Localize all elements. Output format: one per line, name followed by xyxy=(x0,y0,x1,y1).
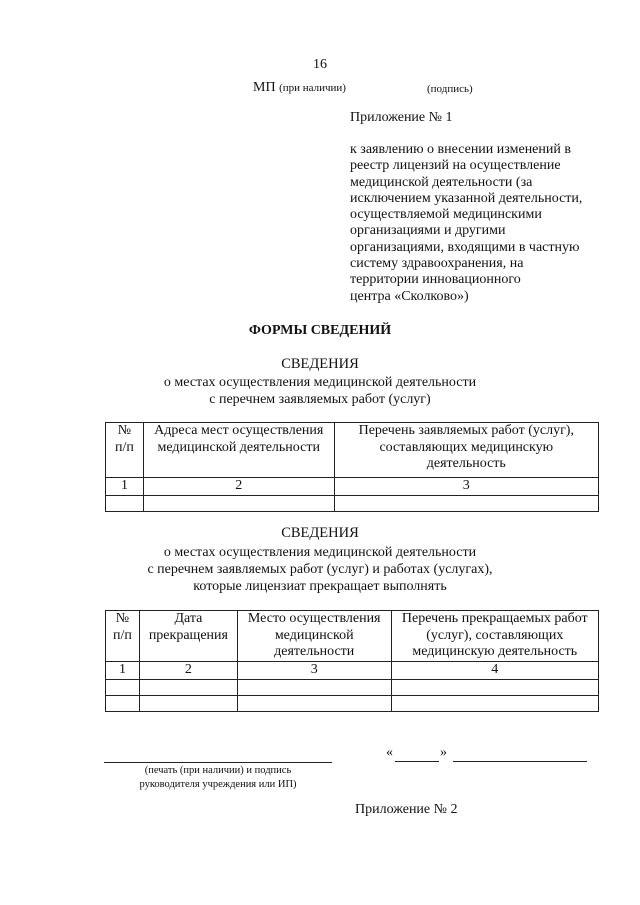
section1-table xyxy=(105,422,599,512)
date-day-line[interactable] xyxy=(395,761,439,762)
number-cell: 2 xyxy=(143,478,334,496)
stamp-note xyxy=(104,764,332,792)
number-cell: 1 xyxy=(106,478,144,496)
appendix1-description xyxy=(350,142,600,305)
header-line: Адреса мест осуществления xyxy=(154,423,324,438)
header-line: п/п xyxy=(115,439,134,455)
number-cell: 3 xyxy=(237,662,391,680)
number-cell: 2 xyxy=(139,662,237,680)
section2-table xyxy=(105,610,599,712)
table-header-row xyxy=(106,423,599,478)
mp-text: МП xyxy=(253,80,276,95)
empty-cell[interactable] xyxy=(106,695,140,711)
header-cell xyxy=(106,423,144,478)
forms-title: ФОРМЫ СВЕДЕНИЙ xyxy=(248,323,392,338)
header-line: деятельность xyxy=(426,456,506,471)
header-cell xyxy=(106,611,140,662)
date-month-year-line[interactable] xyxy=(453,761,587,762)
section2-title: СВЕДЕНИЯ xyxy=(281,525,359,541)
appendix1-line: организациями, входящими в частную xyxy=(350,239,580,255)
empty-cell[interactable] xyxy=(139,679,237,695)
header-line: медицинскую деятельность xyxy=(412,644,578,659)
appendix2-title: Приложение № 2 xyxy=(355,802,458,817)
header-cell xyxy=(237,611,391,662)
table-header-row xyxy=(106,611,599,662)
empty-cell[interactable] xyxy=(391,695,598,711)
number-cell: 3 xyxy=(334,478,598,496)
header-line: № xyxy=(115,611,130,626)
header-line: Перечень заявляемых работ (услуг), xyxy=(358,423,574,438)
table-row xyxy=(106,695,599,711)
empty-cell[interactable] xyxy=(106,679,140,695)
stamp-note-line: руководителя учреждения или ИП) xyxy=(139,779,297,790)
section2-subtitle-line: с перечнем заявляемых работ (услуг) и работах (услугах), xyxy=(147,562,493,577)
page-number: 16 xyxy=(313,57,327,72)
table-number-row xyxy=(106,662,599,680)
section2-subtitle-line: о местах осуществления медицинской деятельности xyxy=(163,545,477,560)
header-line: № xyxy=(117,423,132,438)
appendix1-line: исключением указанной деятельности, xyxy=(350,190,583,206)
stamp-note-line: (печать (при наличии) и подпись xyxy=(144,765,292,776)
header-line: (услуг), составляющих xyxy=(426,627,564,643)
header-cell xyxy=(334,423,598,478)
empty-cell[interactable] xyxy=(334,495,598,511)
table-row xyxy=(106,495,599,511)
empty-cell[interactable] xyxy=(391,679,598,695)
appendix1-line: систему здравоохранения, на xyxy=(350,256,524,272)
section1-title: СВЕДЕНИЯ xyxy=(281,356,359,372)
section1-subtitle-line: о местах осуществления медицинской деятельности xyxy=(163,375,477,390)
table-row xyxy=(106,679,599,695)
section1-subtitle-line: с перечнем заявляемых работ (услуг) xyxy=(209,392,431,407)
empty-cell[interactable] xyxy=(237,695,391,711)
section2-subtitle-line: которые лицензиат прекращает выполнять xyxy=(193,579,447,594)
header-line: Перечень прекращаемых работ xyxy=(401,611,588,626)
appendix1-line: осуществляемой медицинскими xyxy=(350,207,542,223)
appendix1-line: реестр лицензий на осуществление xyxy=(350,158,561,174)
header-line: п/п xyxy=(113,627,132,643)
header-cell xyxy=(143,423,334,478)
empty-cell[interactable] xyxy=(143,495,334,511)
number-cell: 1 xyxy=(106,662,140,680)
mp-note: (при наличии) xyxy=(279,82,346,94)
appendix1-line: к заявлению о внесении изменений в xyxy=(350,142,571,157)
number-cell: 4 xyxy=(391,662,598,680)
header-line: медицинской деятельности xyxy=(157,439,320,455)
empty-cell[interactable] xyxy=(106,495,144,511)
signature-note: (подпись) xyxy=(427,83,473,95)
appendix1-title: Приложение № 1 xyxy=(350,110,453,125)
appendix1-line: организациями и другими xyxy=(350,223,506,239)
header-line: составляющих медицинскую xyxy=(379,439,554,455)
appendix1-line: центра «Сколково») xyxy=(350,288,469,304)
empty-cell[interactable] xyxy=(139,695,237,711)
empty-cell[interactable] xyxy=(237,679,391,695)
signature-line[interactable] xyxy=(104,762,332,763)
header-line: медицинской xyxy=(274,627,354,643)
mp-label xyxy=(253,80,346,96)
header-line: деятельности xyxy=(274,644,355,659)
table-number-row xyxy=(106,478,599,496)
header-cell xyxy=(139,611,237,662)
header-cell xyxy=(391,611,598,662)
appendix1-line: медицинской деятельности (за xyxy=(350,174,533,190)
header-line: Место осуществления xyxy=(247,611,381,626)
header-line: Дата xyxy=(174,611,203,626)
date-open-quote: « xyxy=(386,745,393,760)
section1-subtitle xyxy=(0,374,640,408)
date-close-quote: » xyxy=(440,745,447,760)
section2-subtitle xyxy=(0,544,640,595)
appendix1-line: территории инновационного xyxy=(350,272,521,288)
header-line: прекращения xyxy=(148,627,228,643)
date-field xyxy=(386,745,393,761)
